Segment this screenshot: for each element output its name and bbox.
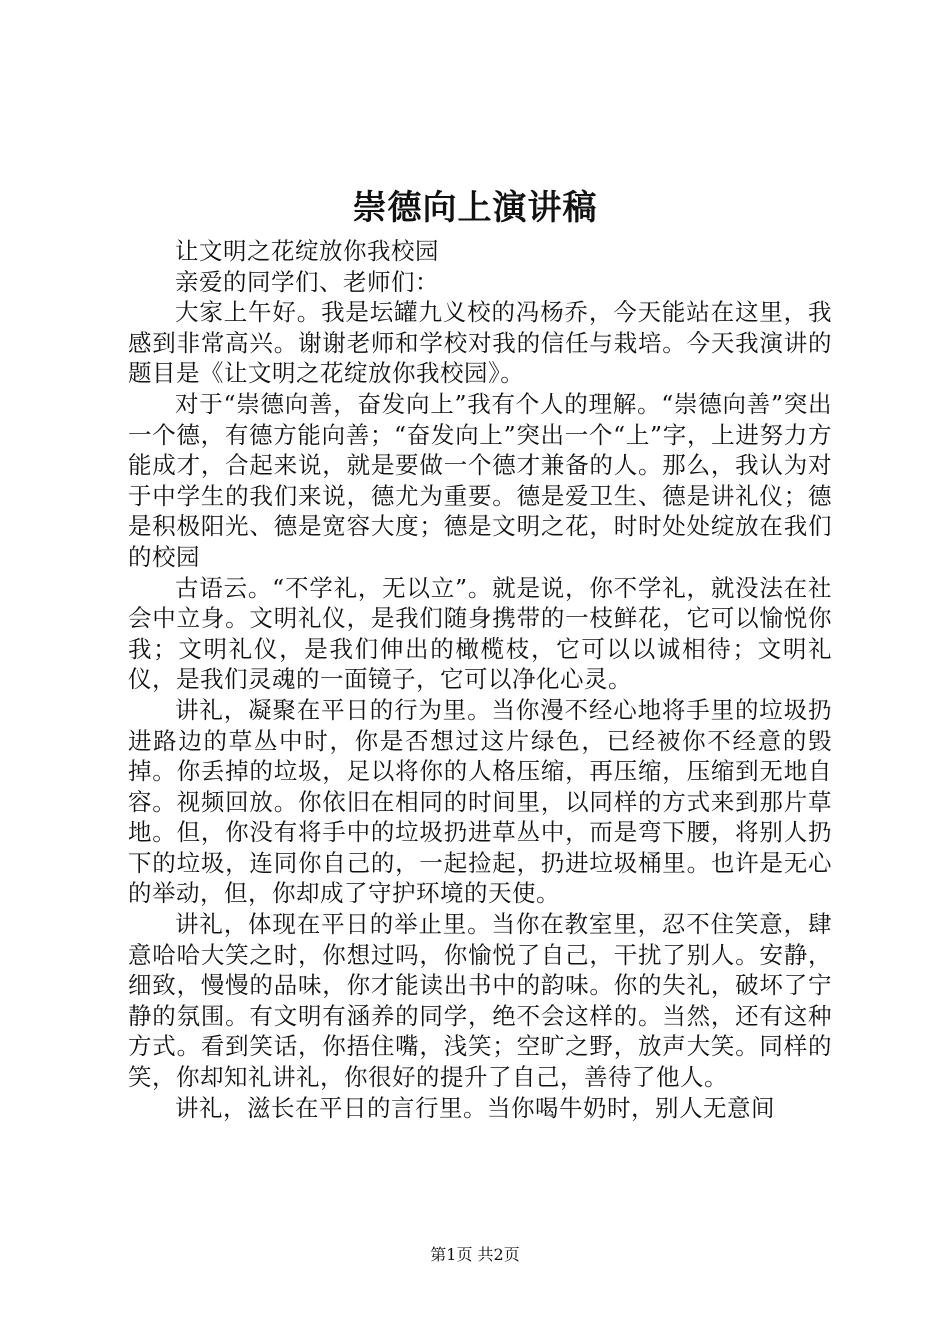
paragraph: 对于“崇德向善，奋发向上”我有个人的理解。“崇德向善”突出一个德，有德方能向善；“奋发向上”突出一个“上”字，上进努力方能成才，合起来说，就是要做一个德才兼备的人。那么，我认为对于中学生的我们来说，德尤为重要。德是爱卫生、德是讲礼仪；德是积极阳光、德是宽容大度；德是文明之花，时时处处绽放在我们的校园 [128, 389, 832, 571]
paragraph: 亲爱的同学们、老师们： [175, 267, 439, 296]
paragraph: 讲礼，滋长在平日的言行里。当你喝牛奶时，别人无意间 [175, 1093, 775, 1122]
page-footer: 第1页 共2页 [430, 1245, 520, 1264]
document-title: 崇德向上演讲稿 [352, 188, 598, 228]
document-body [128, 236, 832, 1123]
paragraph: 让文明之花绽放你我校园 [175, 237, 439, 265]
paragraph: 讲礼，凝聚在平日的行为里。当你漫不经心地将手里的垃圾扔进路边的草丛中时，你是否想过这片绿色，已经被你不经意的毁掉。你丢掉的垃圾，足以将你的人格压缩，再压缩，压缩到无地自容。视频回放。你依旧在相同的时间里，以同样的方式来到那片草地。但，你没有将手中的垃圾扔进草丛中，而是弯下腰，将别人扔下的垃圾，连同你自己的，一起捡起，扔进垃圾桶里。也许是无心的举动，但，你却成了守护环境的天使。 [128, 695, 832, 908]
paragraph: 古语云。“不学礼，无以立”。就是说，你不学礼，就没法在社会中立身。文明礼仪，是我们随身携带的一枝鲜花，它可以愉悦你我；文明礼仪，是我们伸出的橄榄枝，它可以以诚相待；文明礼仪，是我们灵魂的一面镜子，它可以净化心灵。 [128, 573, 832, 694]
paragraph: 大家上午好。我是坛罐九义校的冯杨乔，今天能站在这里，我感到非常高兴。谢谢老师和学校对我的信任与栽培。今天我演讲的题目是《让文明之花绽放你我校园》。 [128, 298, 832, 388]
paragraph: 讲礼，体现在平日的举止里。当你在教室里，忍不住笑意，肆意哈哈大笑之时，你想过吗，你愉悦了自己，干扰了别人。安静，细致，慢慢的品味，你才能读出书中的韵味。你的失礼，破坏了宁静的氛围。有文明有涵养的同学，绝不会这样的。当然，还有这种方式。看到笑话，你捂住嘴，浅笑；空旷之野，放声大笑。同样的笑，你却知礼讲礼，你很好的提升了自己，善待了他人。 [128, 910, 832, 1092]
